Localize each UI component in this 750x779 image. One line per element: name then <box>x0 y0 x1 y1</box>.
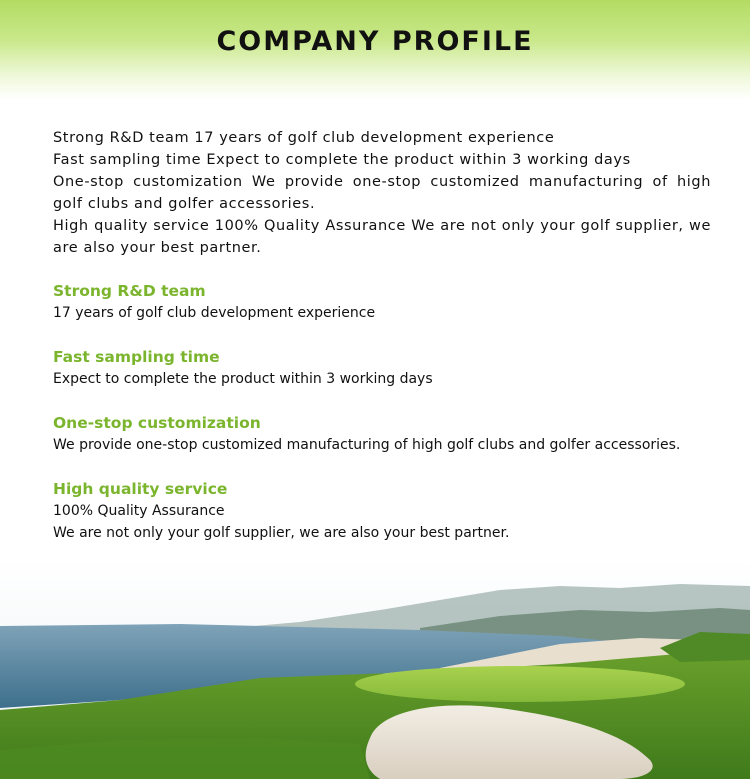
feature-list <box>53 280 723 544</box>
feature-title: One-stop customization <box>53 414 261 432</box>
intro-text <box>53 127 711 259</box>
feature-description: We are not only your golf supplier, we are also your best partner. <box>53 525 510 541</box>
feature-description: 17 years of golf club development experience <box>53 305 376 321</box>
feature-rnd <box>53 280 723 346</box>
intro-paragraph: One-stop customization We provide one-stop customized manufacturing of high golf clubs and golfer accessories. <box>53 174 711 212</box>
intro-paragraph: Strong R&D team 17 years of golf club development experience <box>53 130 555 146</box>
feature-customization <box>53 412 723 478</box>
feature-title: Fast sampling time <box>53 348 220 366</box>
feature-description: 100% Quality Assurance <box>53 503 225 519</box>
feature-title: Strong R&D team <box>53 282 206 300</box>
page-title: COMPANY PROFILE <box>216 26 534 57</box>
feature-quality <box>53 478 723 544</box>
feature-description: We provide one-stop customized manufacturing of high golf clubs and golfer accessories. <box>53 437 681 453</box>
feature-title: High quality service <box>53 480 228 498</box>
intro-paragraph: Fast sampling time Expect to complete the product within 3 working days <box>53 152 631 168</box>
intro-paragraph: High quality service 100% Quality Assurance We are not only your golf supplier, we are also your best partner. <box>53 218 711 256</box>
feature-sampling <box>53 346 723 412</box>
putting-green <box>355 666 685 702</box>
golf-course-landscape-icon <box>0 560 750 779</box>
feature-description: Expect to complete the product within 3 working days <box>53 371 433 387</box>
